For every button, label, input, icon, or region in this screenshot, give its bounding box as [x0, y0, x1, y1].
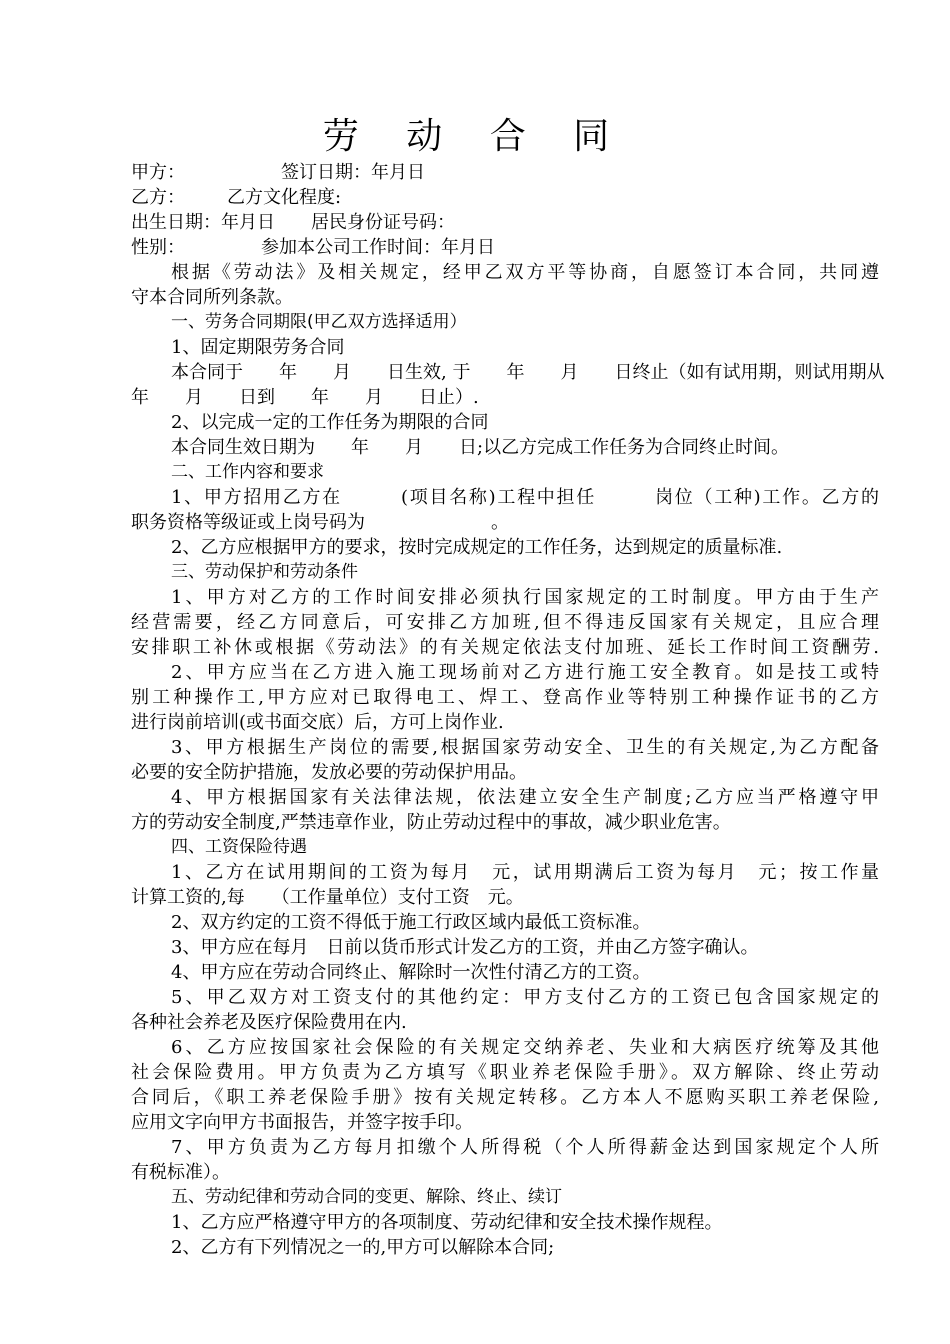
paragraph-line: 1、甲方招用乙方在 (项目名称)工程中担任 岗位（工种)工作。乙方的: [171, 487, 879, 508]
paragraph-line: 本合同于 年 月 日生效, 于 年 月 日终止（如有试用期，则试用期从: [171, 362, 885, 383]
paragraph-line: 2、双方约定的工资不得低于施工行政区域内最低工资标准。: [171, 912, 651, 933]
party-b-label: 乙方：: [131, 187, 185, 208]
paragraph-line: 方的劳动安全制度,严禁违章作业，防止劳动过程中的事故，减少职业危害。: [131, 812, 731, 833]
paragraph-line: 各种社会养老及医疗保险费用在内.: [131, 1012, 407, 1033]
paragraph-line: 社会保险费用。甲方负责为乙方填写《职业养老保险手册》。双方解除、终止劳动: [131, 1062, 879, 1083]
paragraph-line: 3、甲方应在每月 日前以货币形式计发乙方的工资，并由乙方签字确认。: [171, 937, 759, 958]
party-a-row: [131, 160, 879, 185]
document-title: 劳 动 合 同: [322, 116, 628, 157]
paragraph-line: 1、乙方在试用期间的工资为每月 元，试用期满后工资为每月 元；按工作量: [171, 862, 879, 883]
join-date-field: 参加本公司工作时间：年月日: [261, 237, 495, 258]
birth-row: [131, 210, 879, 235]
id-number-field: 居民身份证号码：: [311, 212, 455, 233]
party-a-label: 甲方：: [131, 162, 185, 183]
paragraph-line: 根据《劳动法》及相关规定，经甲乙双方平等协商，自愿签订本合同，共同遵: [171, 262, 879, 283]
paragraph-line: 3、甲方根据生产岗位的需要,根据国家劳动安全、卫生的有关规定,为乙方配备: [171, 737, 879, 758]
paragraph-line: 应用文字向甲方书面报告，并签字按手印。: [131, 1112, 473, 1133]
paragraph-line: 2、甲方应当在乙方进入施工现场前对乙方进行施工安全教育。如是技工或特: [171, 662, 879, 683]
paragraph-line: 合同后，《职工养老保险手册》按有关规定转移。乙方本人不愿购买职工养老保险,: [131, 1087, 879, 1108]
paragraph-line: 6、乙方应按国家社会保险的有关规定交纳养老、失业和大病医疗统筹及其他: [171, 1037, 879, 1058]
education-field: 乙方文化程度:: [227, 187, 342, 208]
paragraph-line: 2、乙方有下列情况之一的,甲方可以解除本合同;: [171, 1237, 555, 1258]
section-heading: 五、劳动纪律和劳动合同的变更、解除、终止、续订: [171, 1187, 562, 1207]
paragraph-line: 计算工资的,每 （工作量单位）支付工资 元。: [131, 887, 524, 908]
paragraph-line: 5、甲乙双方对工资支付的其他约定：甲方支付乙方的工资已包含国家规定的: [171, 987, 879, 1008]
paragraph-line: 1、固定期限劳务合同: [171, 337, 345, 358]
paragraph-line: 2、以完成一定的工作任务为期限的合同: [171, 412, 489, 433]
paragraph-line: 安排职工补休或根据《劳动法》的有关规定依法支付加班、延长工作时间工资酬劳.: [131, 637, 879, 658]
paragraph-line: 守本合同所列条款。: [131, 287, 293, 308]
paragraph-line: 4、甲方应在劳动合同终止、解除时一次性付清乙方的工资。: [171, 962, 651, 983]
gender-field: 性别：: [131, 237, 185, 258]
sign-date: 签订日期：年月日: [281, 162, 425, 183]
paragraph-line: 进行岗前培训(或书面交底）后，方可上岗作业.: [131, 712, 504, 733]
paragraph-line: 4、甲方根据国家有关法律法规，依法建立安全生产制度;乙方应当严格遵守甲: [171, 787, 879, 808]
party-b-row: [131, 185, 879, 210]
paragraph-line: 7、甲方负责为乙方每月扣缴个人所得税（个人所得薪金达到国家规定个人所: [171, 1137, 879, 1158]
paragraph-line: 本合同生效日期为 年 月 日;以乙方完成工作任务为合同终止时间。: [171, 437, 790, 458]
paragraph-line: 1、甲方对乙方的工作时间安排必须执行国家规定的工时制度。甲方由于生产: [171, 587, 879, 608]
paragraph-line: 2、乙方应根据甲方的要求，按时完成规定的工作任务，达到规定的质量标准.: [171, 537, 783, 558]
paragraph-line: 有税标准）。: [131, 1162, 230, 1183]
paragraph-line: 别工种操作工,甲方应对已取得电工、焊工、登高作业等特别工种操作证书的乙方: [131, 687, 879, 708]
gender-row: [131, 235, 879, 260]
paragraph-line: 经营需要，经乙方同意后，可安排乙方加班,但不得违反国家有关规定，且应合理: [131, 612, 879, 633]
paragraph-line: 职务资格等级证或上岗号码为 。: [131, 512, 509, 533]
section-heading: 二、工作内容和要求: [171, 462, 324, 482]
paragraph-line: 必要的安全防护措施，发放必要的劳动保护用品。: [131, 762, 527, 783]
section-heading: 三、劳动保护和劳动条件: [171, 562, 358, 582]
paragraph-line: 年 月 日到 年 月 日止）.: [131, 387, 479, 408]
section-heading: 四、工资保险待遇: [171, 837, 307, 857]
contract-body: [131, 160, 885, 1260]
paragraph-line: 1、乙方应严格遵守甲方的各项制度、劳动纪律和安全技术操作规程。: [171, 1212, 723, 1233]
section-heading: 一、劳务合同期限(甲乙双方选择适用）: [171, 312, 467, 332]
birth-date: 出生日期：年月日: [131, 212, 275, 233]
